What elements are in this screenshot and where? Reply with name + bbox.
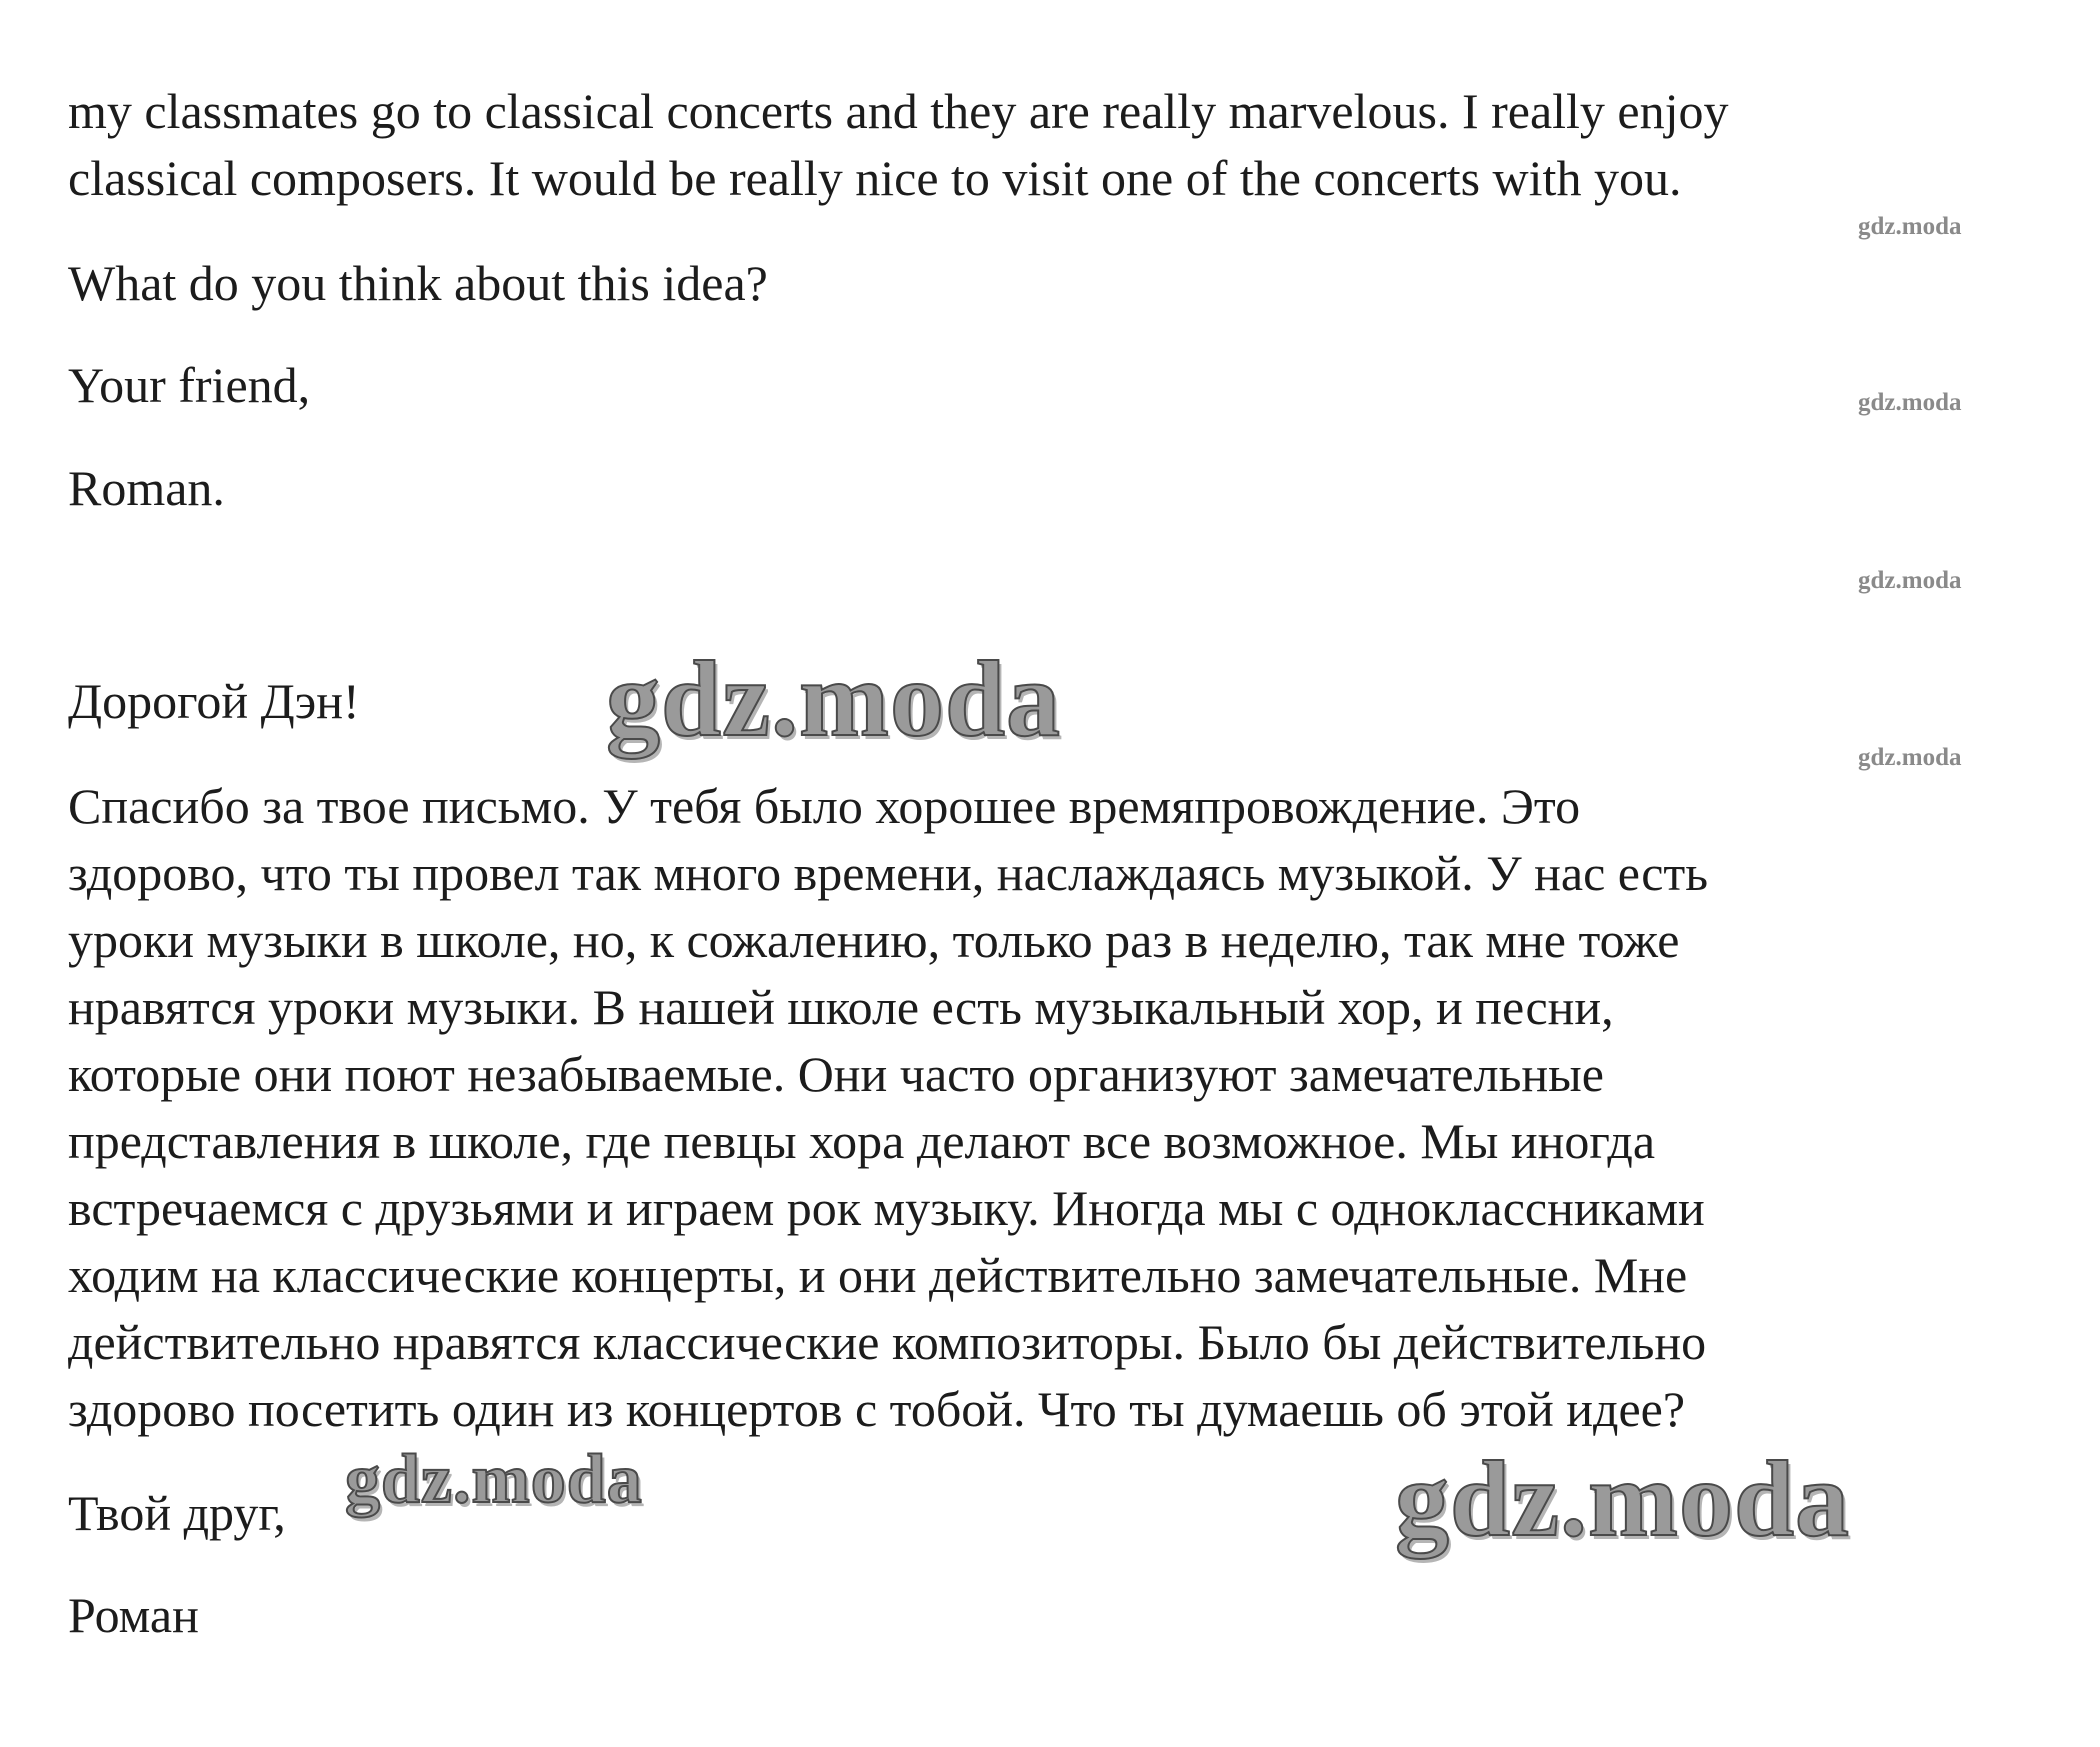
paragraph-line: действительно нравятся классические композиторы. Было бы действительно xyxy=(68,1314,1707,1370)
paragraph-line: которые они поют незабываемые. Они часто организуют замечательные xyxy=(68,1046,1604,1102)
closing-text: Твой друг, xyxy=(68,1485,286,1541)
paragraph-line: нравятся уроки музыки. В нашей школе есть музыкальный хор, и песни, xyxy=(68,979,1614,1035)
paragraph-line: представления в школе, где певцы хора делают все возможное. Мы иногда xyxy=(68,1113,1656,1169)
paragraph-line: ходим на классические концерты, и они действительно замечательные. Мне xyxy=(68,1247,1688,1303)
question-text: What do you think about this idea? xyxy=(68,255,768,311)
greeting-text: Дорогой Дэн! xyxy=(68,673,360,729)
watermark-large: gdz.moda xyxy=(345,1441,643,1518)
paragraph-line: встречаемся с друзьями и играем рок музыку. Иногда мы с одноклассниками xyxy=(68,1180,1705,1236)
watermark-small: gdz.moda xyxy=(1858,567,1962,594)
signature-text: Roman. xyxy=(68,460,225,516)
watermark-small: gdz.moda xyxy=(1858,213,1962,240)
paragraph-line: classical composers. It would be really nice to visit one of the concerts with you. xyxy=(68,150,1682,206)
paragraph-line: my classmates go to classical concerts and they are really marvelous. I really enjoy xyxy=(68,83,1729,139)
paragraph-line: уроки музыки в школе, но, к сожалению, только раз в неделю, так мне тоже xyxy=(68,912,1680,968)
watermark-small: gdz.moda xyxy=(1858,744,1962,771)
paragraph-line: Спасибо за твое письмо. У тебя было хорошее времяпровождение. Это xyxy=(68,778,1581,834)
watermark-large: gdz.moda xyxy=(606,640,1062,759)
signature-text: Роман xyxy=(68,1587,199,1643)
watermark-large: gdz.moda xyxy=(1395,1440,1851,1559)
paragraph-line: здорово посетить один из концертов с тобой. Что ты думаешь об этой идее? xyxy=(68,1381,1686,1437)
closing-text: Your friend, xyxy=(68,357,311,413)
paragraph-line: здорово, что ты провел так много времени, наслаждаясь музыкой. У нас есть xyxy=(68,845,1709,901)
watermark-small: gdz.moda xyxy=(1858,389,1962,416)
